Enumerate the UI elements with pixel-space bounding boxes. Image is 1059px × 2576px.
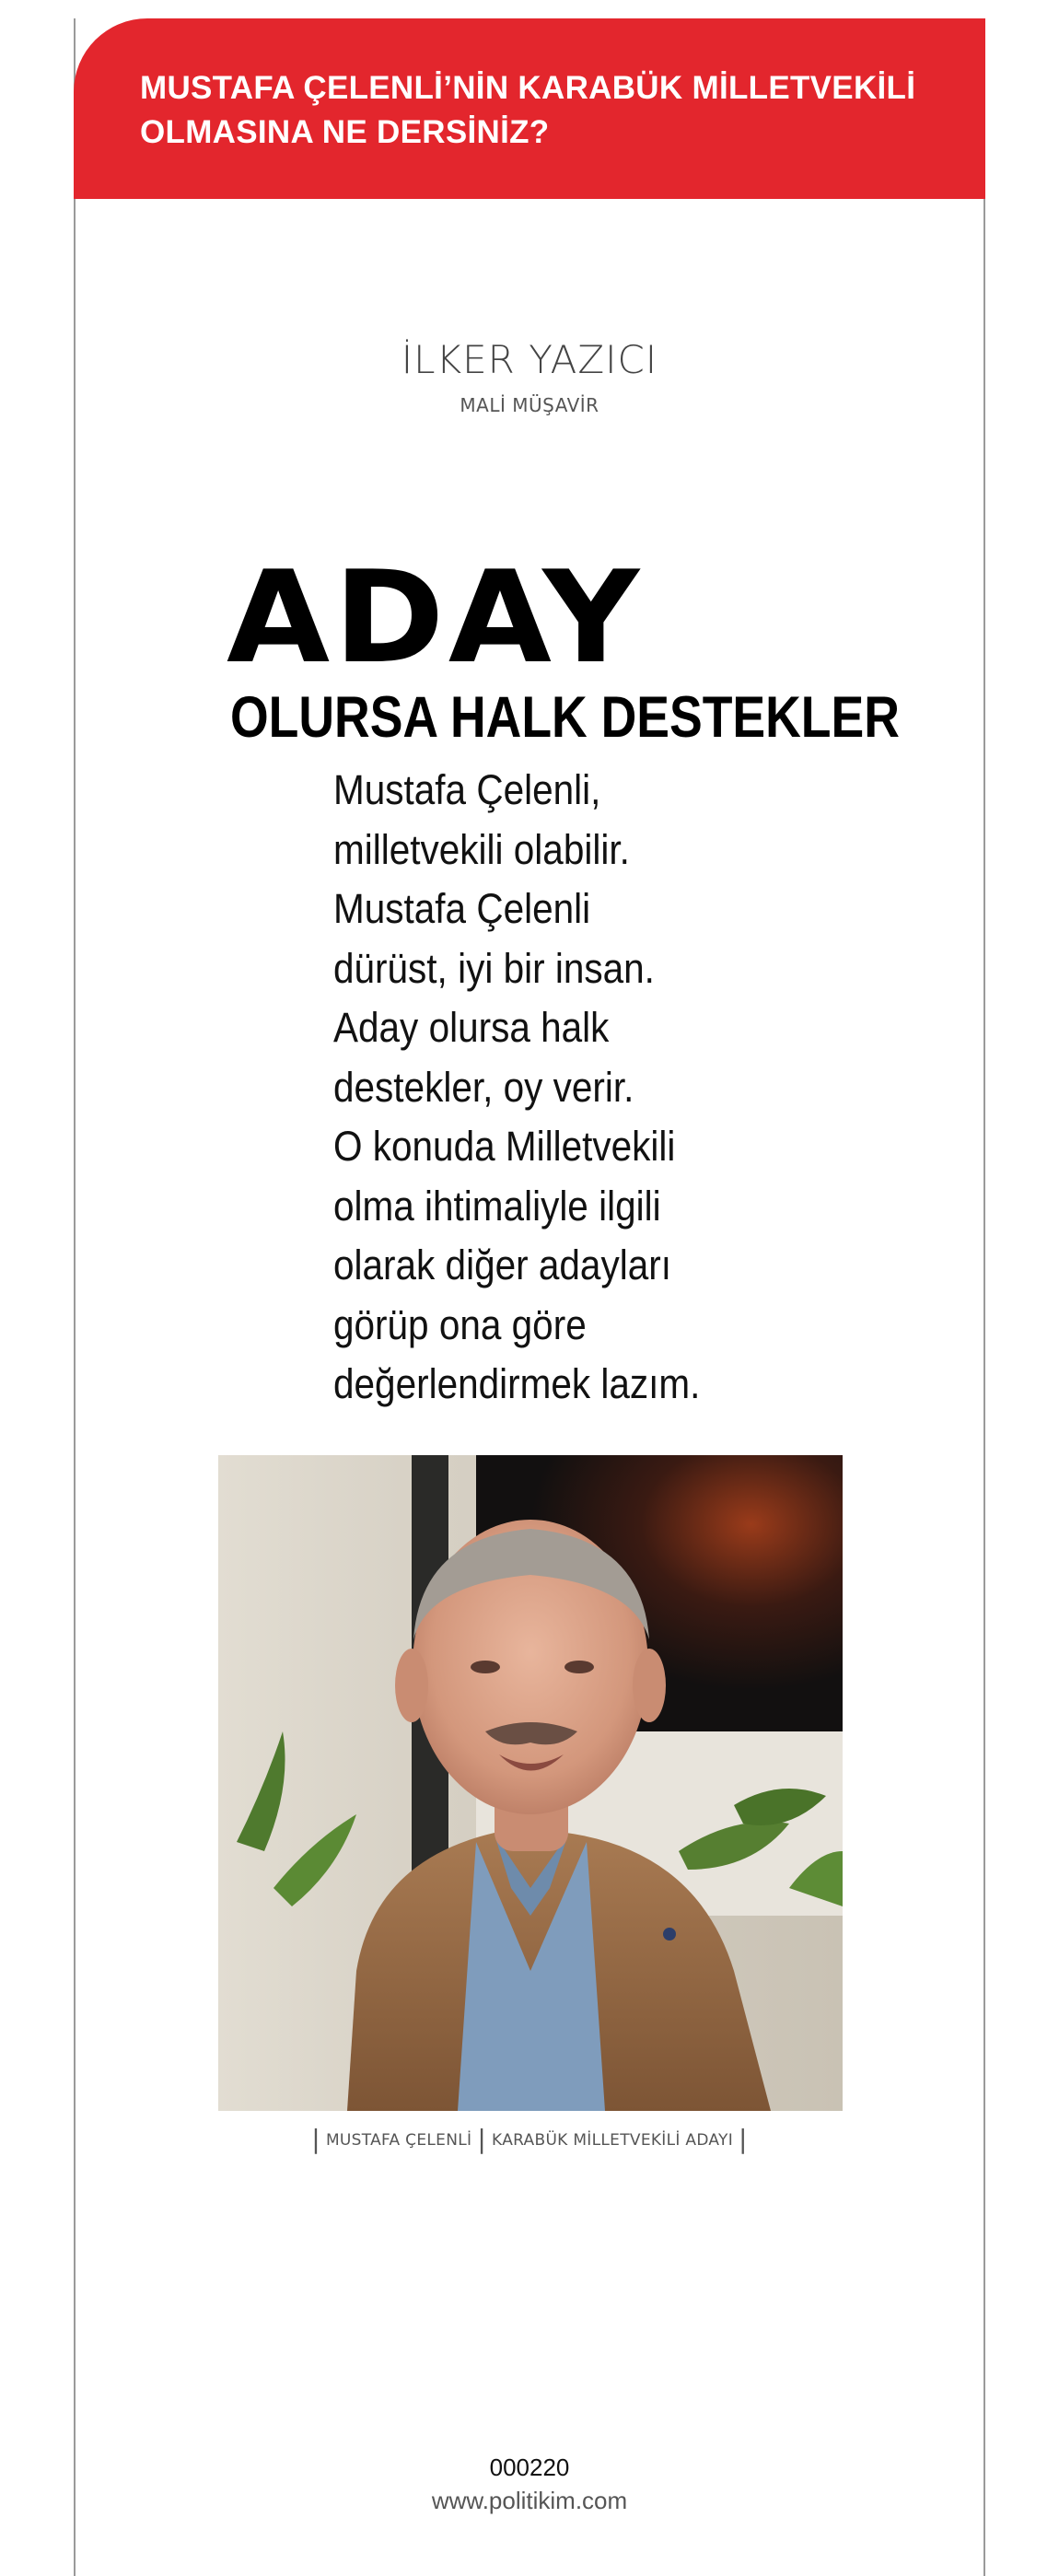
quote-line: destekler, oy verir.	[333, 1063, 634, 1111]
headline-sub: OLURSA HALK DESTEKLER	[230, 685, 900, 750]
caption-divider: |	[477, 2124, 487, 2154]
caption-person-name: MUSTAFA ÇELENLİ	[325, 2131, 472, 2150]
quote-line: Mustafa Çelenli	[333, 885, 591, 932]
banner-title	[140, 66, 950, 155]
photo-caption	[0, 2124, 1059, 2154]
caption-person-title: KARABÜK MİLLETVEKİLİ ADAYI	[492, 2131, 734, 2150]
portrait-photo	[218, 1455, 843, 2111]
quote-line: Aday olursa halk	[333, 1004, 610, 1051]
caption-divider: |	[311, 2124, 320, 2154]
caption-divider: |	[739, 2124, 748, 2154]
quote-line: olma ihtimaliyle ilgili	[333, 1182, 661, 1230]
quote-line: dürüst, iyi bir insan.	[333, 944, 655, 992]
quote-line: Mustafa Çelenli,	[333, 766, 601, 813]
quote-line: milletvekili olabilir.	[333, 825, 630, 873]
quote-text	[333, 761, 741, 1415]
header-banner	[74, 18, 985, 199]
headline-main: ADAY	[227, 543, 644, 692]
footer-url: www.politikim.com	[431, 2487, 628, 2514]
portrait-illustration	[218, 1455, 843, 2111]
footer-code: 000220	[489, 2454, 570, 2481]
author-name: İLKER YAZICI	[401, 337, 658, 382]
author-role: MALİ MÜŞAVİR	[460, 394, 599, 416]
quote-line: O konuda Milletvekili	[333, 1123, 676, 1170]
quote-line: değerlendirmek lazım.	[333, 1360, 701, 1407]
quote-line: olarak diğer adayları	[333, 1241, 671, 1288]
banner-title-line-2: OLMASINA NE DERSİNİZ?	[140, 114, 550, 150]
quote-line: görüp ona göre	[333, 1300, 587, 1348]
banner-title-line-1: MUSTAFA ÇELENLİ’NİN KARABÜK MİLLETVEKİLİ	[140, 70, 916, 106]
